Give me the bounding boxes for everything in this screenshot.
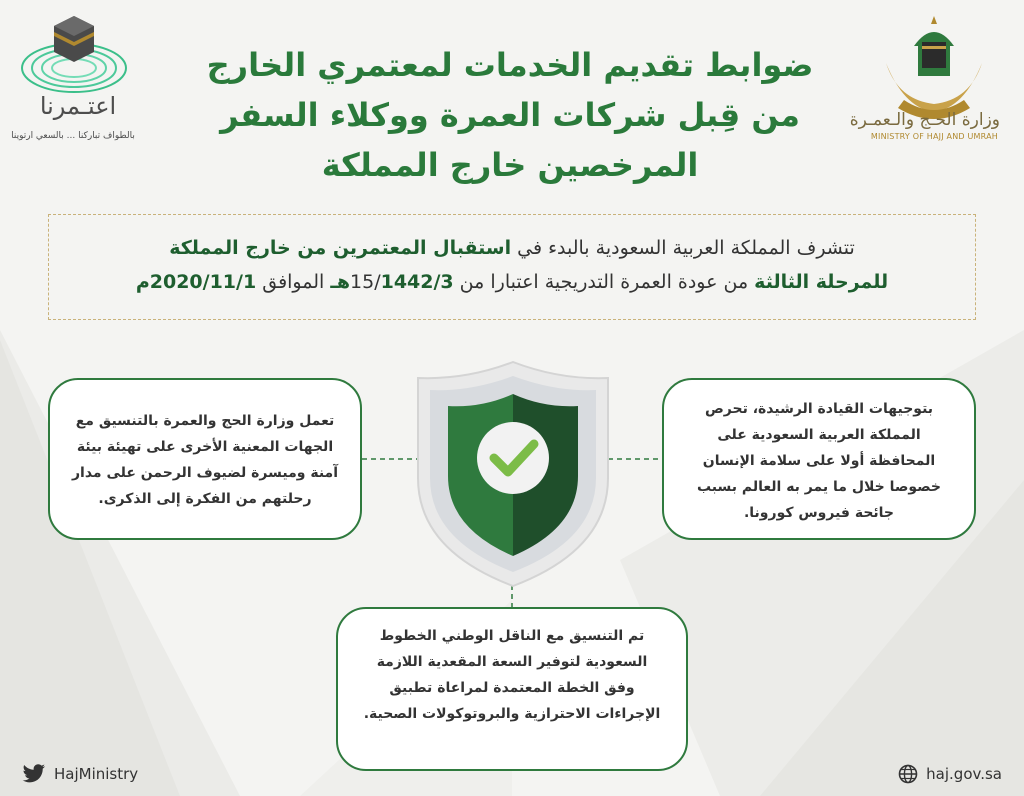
- itamarna-wordmark: اعتـمرنا: [39, 92, 117, 120]
- card-text-line: الإجراءات الاحترازية والبروتوكولات الصحية.: [363, 706, 661, 722]
- announcement-text: من عودة العمرة التدريجية اعتبارا من 15/: [350, 271, 755, 293]
- ministry-name-arabic: وزارة الحـج والـعمـرة: [849, 110, 1000, 130]
- announcement-phase: للمرحلة الثالثة: [754, 271, 889, 293]
- ministry-name-english: MINISTRY OF HAJJ AND UMRAH: [870, 132, 998, 141]
- card-text-line: وفق الخطة المعتمدة لمراعاة تطبيق: [389, 680, 635, 696]
- card-text-line: آمنة وميسرة لضيوف الرحمن على مدار: [71, 465, 339, 481]
- announcement-text: تتشرف المملكة العربية السعودية بالبدء في: [511, 237, 855, 259]
- card-text-line: رحلتهم من الفكرة إلى الذكرى.: [98, 491, 312, 507]
- card-text-line: بتوجيهات القيادة الرشيدة، تحرص: [704, 401, 934, 417]
- announcement-gregorian-date: 2020/11/1م: [135, 271, 257, 293]
- title-line-3: المرخصين خارج المملكة: [321, 146, 699, 184]
- twitter-handle[interactable]: [22, 764, 138, 784]
- announcement-highlight: استقبال المعتمرين من خارج المملكة: [169, 237, 512, 259]
- card-text-line: تم التنسيق مع الناقل الوطني الخطوط: [379, 628, 645, 644]
- card-text-line: المملكة العربية السعودية على: [717, 427, 921, 443]
- card-text-line: خصوصا خلال ما يمر به العالم بسبب: [696, 479, 942, 495]
- twitter-icon: [22, 764, 46, 784]
- card-ministry-coordination: [48, 378, 362, 540]
- card-saudia-coordination: [336, 607, 688, 771]
- title-line-1: ضوابط تقديم الخدمات لمعتمري الخارج: [206, 46, 814, 84]
- twitter-handle-label: HajMinistry: [54, 765, 139, 783]
- itamarna-slogan: بالطواف تباركنا ... بالسعي ارتوينا: [11, 131, 135, 141]
- shield-check-icon: [410, 358, 616, 590]
- announcement-text: الموافق: [256, 271, 331, 293]
- card-leadership-directives: [662, 378, 976, 540]
- card-text-line: السعودية لتوفير السعة المقعدية اللازمة: [376, 654, 648, 670]
- website-label: haj.gov.sa: [926, 765, 1002, 783]
- card-text-line: الجهات المعنية الأخرى على تهيئة بيئة: [76, 439, 334, 455]
- website-link[interactable]: [898, 764, 1002, 784]
- title-line-2: من قِبل شركات العمرة ووكلاء السفر: [220, 96, 800, 134]
- card-text-line: المحافظة أولا على سلامة الإنسان: [702, 453, 936, 469]
- announcement-hijri-date: 1442/3هـ: [330, 271, 454, 293]
- globe-icon: [898, 764, 918, 784]
- card-text-line: تعمل وزارة الحج والعمرة بالتنسيق مع: [75, 413, 335, 429]
- card-text-line: جائحة فيروس كورونا.: [743, 505, 895, 521]
